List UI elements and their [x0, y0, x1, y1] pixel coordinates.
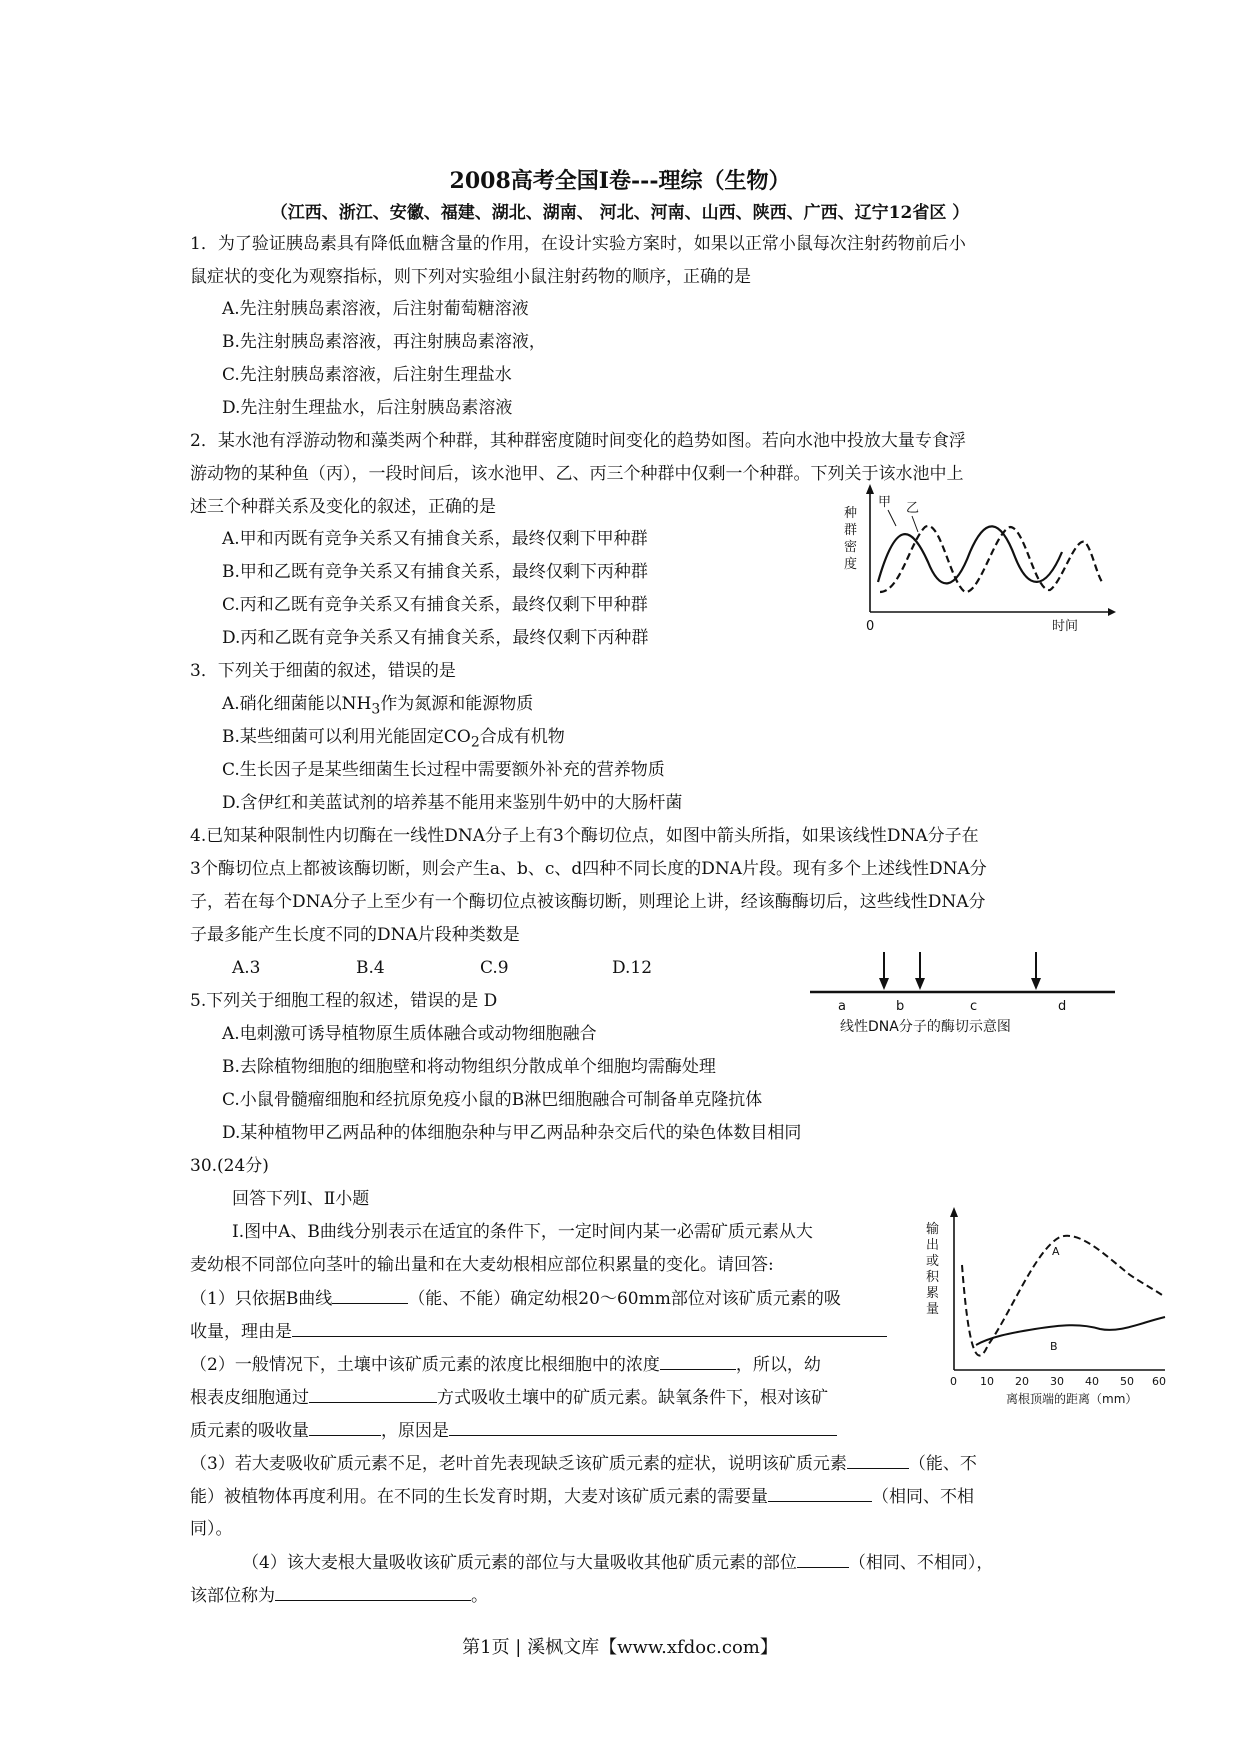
q4-option-c: C.9 — [480, 958, 509, 978]
series-jia-curve — [878, 526, 1062, 583]
q2-option-a: A.甲和丙既有竞争关系又有捕食关系，最终仅剩下甲种群 — [222, 529, 648, 549]
q5-option-c: C.小鼠骨髓瘤细胞和经抗原免疫小鼠的B淋巴细胞融合可制备单克隆抗体 — [222, 1090, 763, 1110]
amount-label-char: 累 — [926, 1286, 940, 1301]
q30-sub3-line2-pre: 能）被植物体再度利用。在不同的生长发育时期，大麦对该矿质元素的需要量 — [190, 1487, 768, 1507]
q30-sub3-line3: 同）。 — [190, 1519, 233, 1539]
q4-option-a: A.3 — [232, 958, 261, 978]
q4-option-d: D.12 — [612, 958, 653, 978]
curve-b — [976, 1317, 1165, 1345]
q30-sub2-line3-mid: ，原因是 — [381, 1421, 449, 1441]
q30-sub2-line2-post: 方式吸收土壤中的矿质元素。缺氧条件下，根对该矿 — [437, 1388, 828, 1408]
density-label-char: 密 — [844, 540, 858, 555]
q30-sub2-text-post: ，所以，幼 — [735, 1355, 821, 1375]
q30-sub1-line1 — [190, 1287, 841, 1310]
q30-sub3-line2-post: （相同、不相 — [872, 1487, 974, 1507]
time-label: 时间 — [1052, 619, 1079, 634]
amount-axis-arrow — [950, 1207, 958, 1217]
series-yi-curve — [880, 526, 1102, 592]
q30-sub3-line2 — [190, 1485, 974, 1508]
q30-sub2-line3-pre: 质元素的吸收量 — [190, 1421, 309, 1441]
page-subtitle: （江西、浙江、安徽、福建、湖北、湖南、 河北、河南、山西、陕西、广西、辽宁12省区 ） — [270, 203, 970, 223]
answer-blank-1[interactable] — [332, 1287, 408, 1304]
q2-stem-line1: 2．某水池有浮游动物和藻类两个种群，其种群密度随时间变化的趋势如图。若向水池中投放大量专食浮 — [190, 431, 966, 451]
segment-b-label: b — [896, 999, 905, 1014]
dna-cut-figure — [810, 948, 1120, 1043]
density-label-char: 群 — [844, 523, 858, 538]
series-yi-label: 乙 — [906, 501, 920, 516]
q30-para1-line1: Ⅰ.图中A、B曲线分别表示在适宜的条件下，一定时间内某一必需矿质元素从大 — [232, 1222, 813, 1242]
q30-sub4-line1 — [242, 1551, 993, 1574]
series-jia-label: 甲 — [878, 495, 892, 510]
origin-label: 0 — [866, 619, 875, 634]
q3-option-a — [222, 693, 533, 720]
q30-sub2-line2-pre: 根表皮细胞通过 — [190, 1388, 309, 1408]
amount-label-char: 积 — [926, 1270, 940, 1285]
q3-b-sub: 2 — [470, 734, 480, 751]
x-tick: 20 — [1015, 1375, 1029, 1388]
answer-blank-reuse[interactable] — [847, 1452, 909, 1469]
amount-label-char: 出 — [926, 1238, 940, 1253]
q2-stem-line2: 游动物的某种鱼（丙），一段时间后，该水池甲、乙、丙三个种群中仅剩一个种群。下列关于该水池中上 — [190, 464, 964, 484]
q30-sub3-line1-post: （能、不 — [908, 1454, 977, 1474]
series-jia-leader — [888, 510, 896, 526]
q5-option-a: A.电刺激可诱导植物原生质体融合或动物细胞融合 — [222, 1024, 597, 1044]
cut-arrow-2-head — [915, 978, 925, 990]
segment-c-label: c — [970, 999, 978, 1014]
answer-blank-cause[interactable] — [449, 1419, 837, 1436]
population-density-figure — [840, 482, 1120, 642]
q3-option-d: D.含伊红和美蓝试剂的培养基不能用来鉴别牛奶中的大肠杆菌 — [222, 793, 683, 813]
q30-sub3-line1-pre: （3）若大麦吸收矿质元素不足，老叶首先表现缺乏该矿质元素的症状，说明该矿质元素 — [190, 1454, 847, 1474]
q30-sub2-text: （2）一般情况下，土壤中该矿质元素的浓度比根细胞中的浓度 — [190, 1355, 660, 1375]
q4-stem-line3: 子，若在每个DNA分子上至少有一个酶切位点被该酶切断，则理论上讲，经该酶酶切后，这些线性DNA分 — [190, 892, 986, 912]
q30-sub1-text-post: （能、不能）确定幼根20～60mm部位对该矿质元素的吸 — [408, 1289, 841, 1309]
page-title: 2008高考全国Ⅰ卷---理综（生物） — [449, 168, 791, 194]
q30-sub2-line3 — [190, 1419, 837, 1442]
x-tick: 60 — [1152, 1375, 1166, 1388]
density-label-char: 度 — [844, 557, 858, 572]
q3-a-post: 作为氮源和能源物质 — [380, 694, 534, 714]
q3-a-sub: 3 — [371, 701, 381, 718]
dna-figure-caption: 线性DNA分子的酶切示意图 — [840, 1019, 1011, 1035]
density-axis-arrow — [866, 484, 874, 494]
q2-option-d: D.丙和乙既有竞争关系又有捕食关系，最终仅剩下丙种群 — [222, 628, 649, 648]
q30-header: 30.(24分) — [190, 1156, 269, 1176]
q30-sub4-line2-pre: 该部位称为 — [190, 1586, 275, 1606]
q5-option-b: B.去除植物细胞的细胞壁和将动物组织分散成单个细胞均需酶处理 — [222, 1057, 716, 1077]
q4-stem-line2: 3个酶切位点上都被该酶切断，则会产生a、b、c、d四种不同长度的DNA片段。现有多个上述线性DNA分 — [190, 859, 987, 879]
q30-intro: 回答下列Ⅰ、Ⅱ小题 — [232, 1189, 370, 1209]
q2-stem-line3: 述三个种群关系及变化的叙述，正确的是 — [190, 497, 496, 517]
q3-stem: 3．下列关于细菌的叙述，错误的是 — [190, 661, 456, 681]
q30-sub1-line2 — [190, 1320, 887, 1343]
q3-option-c: C.生长因子是某些细菌生长过程中需要额外补充的营养物质 — [222, 760, 665, 780]
q4-stem-line1: 4.已知某种限制性内切酶在一线性DNA分子上有3个酶切位点，如图中箭头所指，如果该线性DNA分子在 — [190, 826, 979, 846]
cut-arrow-1-head — [879, 978, 889, 990]
q30-sub4-line1-pre: （4）该大麦根大量吸收该矿质元素的部位与大量吸收其他矿质元素的部位 — [242, 1553, 797, 1573]
page-footer: 第1页 | 溪枫文库【www.xfdoc.com】 — [462, 1637, 778, 1658]
q1-option-a: A.先注射胰岛素溶液，后注射葡萄糖溶液 — [222, 299, 529, 319]
q30-sub1-reason-label: 收量，理由是 — [190, 1322, 292, 1342]
x-tick: 40 — [1085, 1375, 1099, 1388]
q2-option-c: C.丙和乙既有竞争关系又有捕食关系，最终仅剩下甲种群 — [222, 595, 648, 615]
q3-b-pre: B.某些细菌可以利用光能固定CO — [222, 727, 471, 747]
time-axis-arrow — [1108, 608, 1116, 616]
q30-sub1-text: （1）只依据B曲线 — [190, 1289, 333, 1309]
q30-sub2-line2 — [190, 1386, 828, 1409]
curve-a-label: A — [1052, 1245, 1060, 1258]
x-tick: 10 — [980, 1375, 994, 1388]
q4-option-b: B.4 — [356, 958, 385, 978]
segment-a-label: a — [838, 999, 846, 1014]
q30-para1-line2: 麦幼根不同部位向茎叶的输出量和在大麦幼根相应部位积累量的变化。请回答: — [190, 1255, 774, 1275]
amount-label-char: 输 — [926, 1222, 940, 1237]
answer-blank-site-name[interactable] — [275, 1584, 471, 1601]
q1-stem-line1: 1．为了验证胰岛素具有降低血糖含量的作用，在设计实验方案时，如果以正常小鼠每次注射药物前后小 — [190, 234, 966, 254]
q30-sub3-line1 — [190, 1452, 977, 1475]
cut-arrow-3-head — [1031, 978, 1041, 990]
answer-blank-absorption-amount[interactable] — [309, 1419, 381, 1436]
answer-blank-absorption-method[interactable] — [309, 1386, 437, 1403]
curve-b-label: B — [1050, 1340, 1058, 1353]
x-tick: 50 — [1120, 1375, 1134, 1388]
q2-option-b: B.甲和乙既有竞争关系又有捕食关系，最终仅剩下丙种群 — [222, 562, 648, 582]
segment-d-label: d — [1058, 999, 1067, 1014]
q1-option-b: B.先注射胰岛素溶液，再注射胰岛素溶液， — [222, 332, 546, 352]
q30-sub2-line1 — [190, 1353, 821, 1376]
x-tick: 0 — [950, 1375, 957, 1388]
distance-label: 离根顶端的距离（mm） — [1006, 1392, 1138, 1406]
q3-a-pre: A.硝化细菌能以NH — [222, 694, 372, 714]
amount-label-char: 或 — [926, 1254, 940, 1269]
q1-option-c: C.先注射胰岛素溶液，后注射生理盐水 — [222, 365, 512, 385]
q3-b-post: 合成有机物 — [479, 727, 565, 747]
q1-stem-line2: 鼠症状的变化为观察指标，则下列对实验组小鼠注射药物的顺序，正确的是 — [190, 267, 751, 287]
mineral-curve-figure — [920, 1205, 1180, 1410]
answer-blank-concentration[interactable] — [660, 1353, 736, 1370]
q4-stem-line4: 子最多能产生长度不同的DNA片段种类数是 — [190, 925, 520, 945]
series-yi-leader — [912, 516, 918, 532]
answer-blank-reason[interactable] — [292, 1320, 887, 1337]
answer-blank-demand[interactable] — [768, 1485, 872, 1502]
q1-option-d: D.先注射生理盐水，后注射胰岛素溶液 — [222, 398, 513, 418]
q5-option-d: D.某种植物甲乙两品种的体细胞杂种与甲乙两品种杂交后代的染色体数目相同 — [222, 1123, 802, 1143]
q3-option-b — [222, 726, 565, 753]
amount-label-char: 量 — [926, 1302, 940, 1317]
x-tick: 30 — [1050, 1375, 1064, 1388]
density-label-char: 种 — [844, 506, 858, 521]
q5-stem: 5.下列关于细胞工程的叙述，错误的是 D — [190, 991, 498, 1011]
answer-blank-same-site[interactable] — [797, 1551, 849, 1568]
q30-sub4-line2-post: 。 — [471, 1586, 488, 1606]
q30-sub4-line2 — [190, 1584, 488, 1607]
q30-sub4-line1-post: （相同、不相同）， — [848, 1553, 994, 1573]
